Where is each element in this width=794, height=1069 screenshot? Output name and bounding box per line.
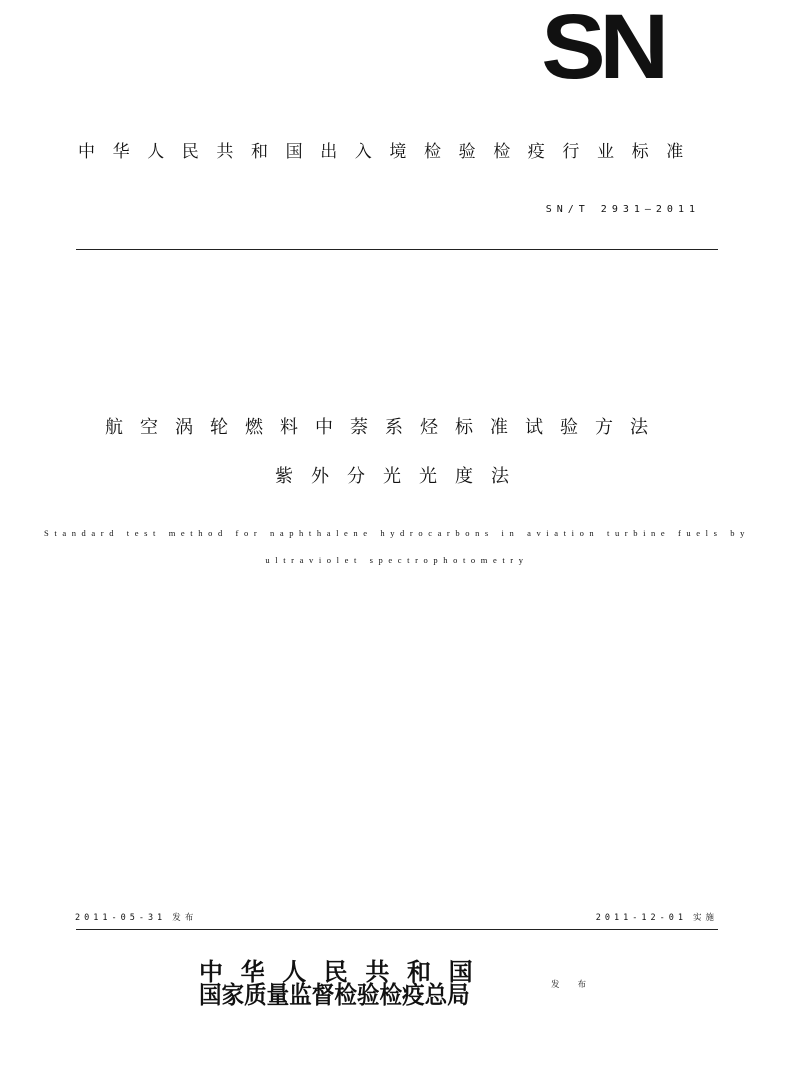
implement-date: 2011-12-01 xyxy=(595,913,687,923)
implement-tag: 实施 xyxy=(692,913,718,923)
implement-date-block xyxy=(596,911,718,923)
subtitle-chinese: 紫外分光光度法 xyxy=(275,466,527,487)
issue-tag: 发布 xyxy=(172,913,198,923)
issuer-action: 发布 xyxy=(551,980,605,990)
issue-date-block xyxy=(75,911,197,923)
issue-date: 2011-05-31 xyxy=(75,913,167,923)
bottom-divider xyxy=(76,929,718,930)
title-english-line1: Standard test method for naphthalene hydrocarbons in aviation turbine fuels by xyxy=(44,528,750,538)
standard-classification: 中华人民共和国出入境检验检疫行业标准 xyxy=(78,142,701,162)
issuer-country: 中华人民共和国 xyxy=(199,957,491,986)
top-divider xyxy=(76,249,718,250)
standard-number: SN/T 2931—2011 xyxy=(545,204,700,215)
title-english-line2: ultraviolet spectrophotometry xyxy=(265,555,529,565)
sn-logo: SN xyxy=(541,0,663,98)
issuer-agency: 国家质量监督检验检疫总局 xyxy=(199,980,470,1009)
title-chinese: 航空涡轮燃料中萘系烃标准试验方法 xyxy=(105,417,665,438)
